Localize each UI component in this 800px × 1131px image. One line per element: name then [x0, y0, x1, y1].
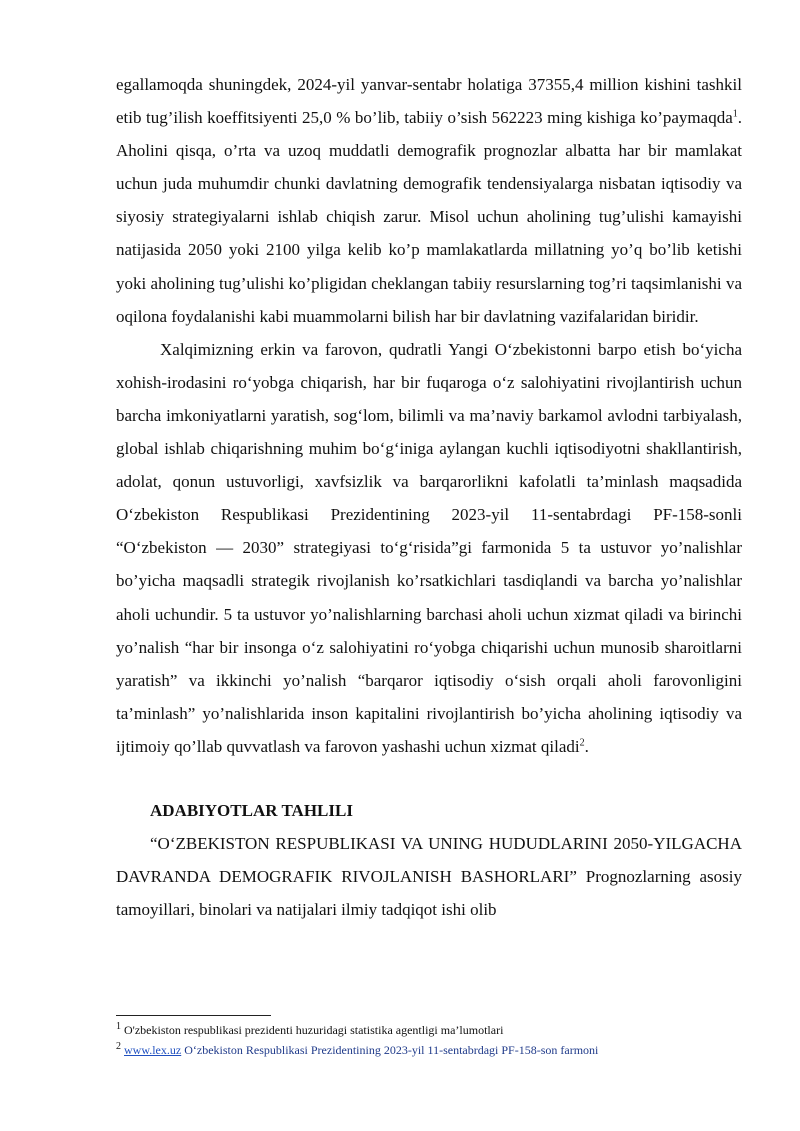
paragraph-1-text: egallamoqda shuningdek, 2024-yil yanvar-sentabr holatiga 37355,4 million kishini tashkil etib tug’ilish koeffitsiyenti 25,0 % bo’lib, tabiiy o’sish 562223 ming kishiga ko’paymaqda	[116, 75, 742, 128]
footnote-ref-1[interactable]: 1	[732, 108, 738, 120]
paragraph-2	[116, 333, 742, 763]
footnote-ref-2[interactable]: 2	[579, 737, 585, 749]
paragraph-2-text: Xalqimizning erkin va farovon, qudratli Yangi O‘zbekistonni barpo etish bo‘yicha xohish-irodasini ro‘yobga chiqarish, har bir fuqaroga o‘z salohiyatini rivojlantirish uchun barcha imkoniyatlarni yaratish, sog‘lom, bilimli va ma’naviy barkamol avlodni tarbiyalash, global ishlab chiqarishning muhim bo‘g‘iniga aylangan kuchli iqtisodiyotni shakllantirish, adolat, qonun ustuvorligi, xavfsizlik va barqarorlikni kafolatli ta’minlash maqsadida O‘zbekiston Respublikasi Prezidentining 2023-yil 11-sentabrdagi PF-158-sonli “O‘zbekiston — 2030” strategiyasi to‘g‘risida”gi farmonida 5 ta ustuvor yo’nalishlar bo’yicha maqsadli strategik rivojlanish ko’rsatkichlari tasdiqlandi va barcha yo’nalishlar aholi uchundir. 5 ta ustuvor yo’nalishlarning barchasi aholi uchun xizmat qiladi va birinchi yo’nalish “har bir insonga o‘z salohiyatini ro‘yobga chiqarishi uchun munosib sharoitlarni yaratish” va ikkinchi yo’nalish “barqaror iqtisodiy o‘sish orqali aholi farovonligini ta’minlash” yo’nalishlarida inson kapitalini rivojlantirish bo’yicha aholining iqtisodiy va ijtimoiy qo’llab quvvatlash va farovon yashashi uchun xizmat qiladi	[116, 339, 742, 756]
section-heading: ADABIYOTLAR TAHLILI	[150, 800, 353, 820]
body-text	[116, 68, 742, 926]
footnote-2-text: O‘zbekiston Respublikasi Prezidentining 2023-yil 11-sentabrdagi PF-158-son farmoni	[181, 1043, 599, 1057]
footnote-2-mark: 2	[116, 1041, 121, 1052]
footnotes	[116, 1015, 742, 1060]
paragraph-2-end: .	[584, 736, 589, 756]
footnote-separator	[116, 1015, 271, 1016]
footnote-1-text: O'zbekiston respublikasi prezidenti huzuridagi statistika agentligi ma’lumotlari	[121, 1023, 504, 1037]
footnote-1-mark: 1	[116, 1021, 121, 1032]
paragraph-1-continuation: . Aholini qisqa, o’rta va uzoq muddatli demografik prognozlar albatta har bir mamlakat uchun juda muhumdir chunki davlatning demografik tendensiyalarga nisbatan iqtisodiy va siyosiy strategiyalarni ishlab chiqish zarur. Misol uchun aholining tug’ulishi kamayishi natijasida 2050 yoki 2100 yilga kelib ko’p mamlakatlarda millatning yo’q bo’lib ketishi yoki aholining tug’ulishi ko’pligidan cheklangan tabiiy resurslarning tog’ri taqsimlanishi va oqilona foydalanishi kabi muammolarni bilish har bir davlatning vazifalaridan biridir.	[116, 108, 742, 326]
footnote-2	[116, 1040, 742, 1060]
footnote-1	[116, 1020, 742, 1040]
lex-uz-link[interactable]: www.lex.uz	[124, 1043, 182, 1057]
paragraph-3: “O‘ZBEKISTON RESPUBLIKASI VA UNING HUDUDLARINI 2050-YILGACHA DAVRANDA DEMOGRAFIK RIVOJLANISH BASHORLARI” Prognozlarning asosiy tamoyillari, binolari va natijalari ilmiy tadqiqot ishi olib	[116, 834, 742, 920]
paragraph-1	[116, 68, 742, 333]
